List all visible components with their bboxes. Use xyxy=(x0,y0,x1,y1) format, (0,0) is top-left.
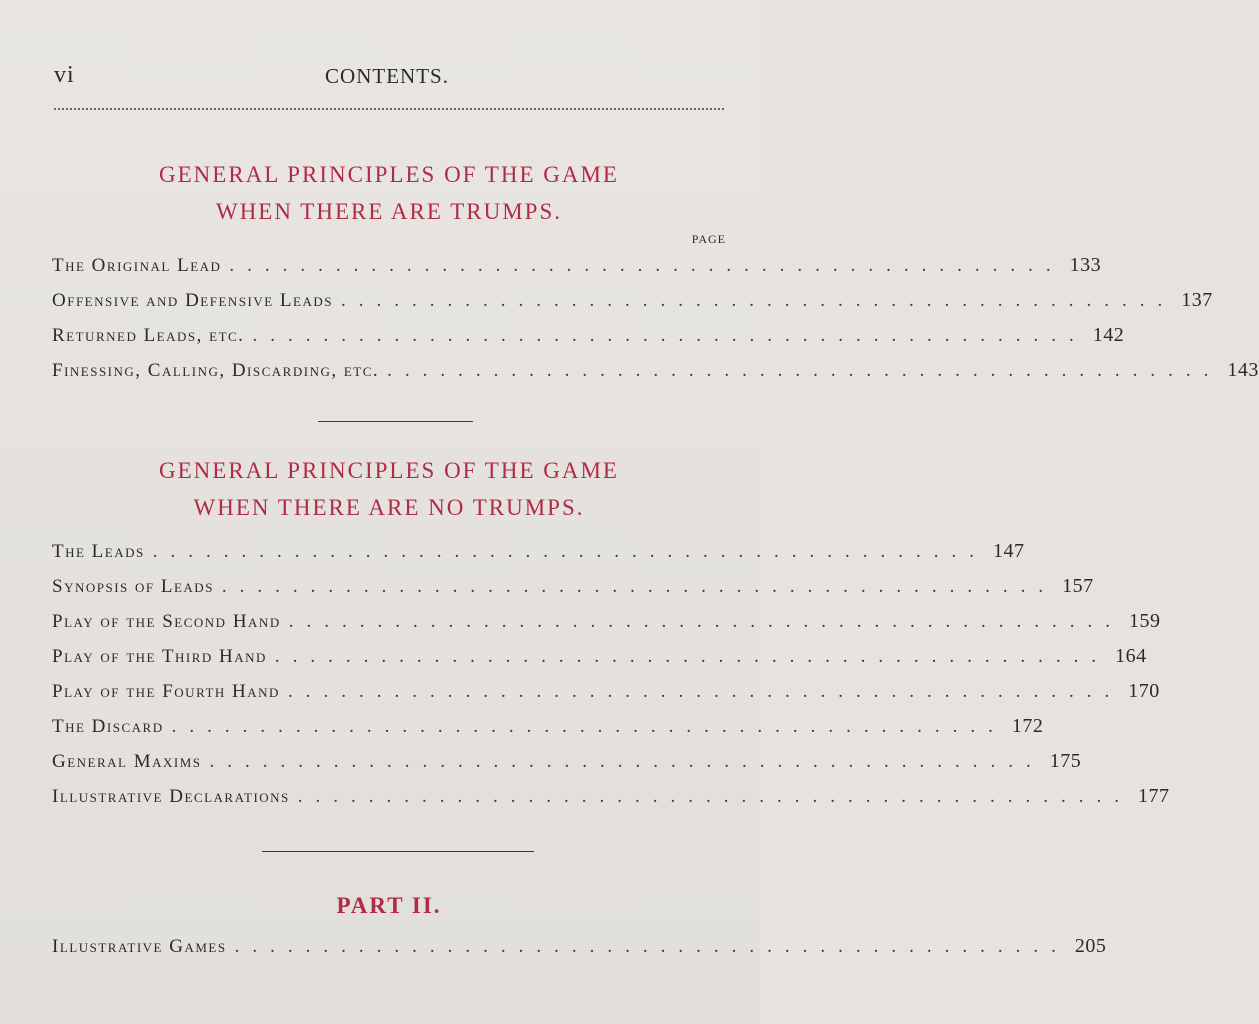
toc-entry[interactable] xyxy=(52,709,1044,744)
running-head: CONTENTS. xyxy=(325,64,449,88)
toc-entry-title: Illustrative Declarations xyxy=(52,786,290,807)
dot-leader: ............................................... xyxy=(274,646,1110,667)
toc-entry-page: 172 xyxy=(1011,715,1044,737)
toc-entry-page: 143 xyxy=(1227,359,1259,381)
toc-entry[interactable] xyxy=(52,604,1161,639)
toc-entry[interactable] xyxy=(52,929,1107,964)
section-divider xyxy=(318,421,473,422)
toc-entry-page: 159 xyxy=(1128,610,1161,632)
toc-entry[interactable] xyxy=(52,569,1094,604)
toc-entry[interactable] xyxy=(52,353,1259,388)
dot-leader: ............................................... xyxy=(229,255,1064,276)
header-dotted-rule xyxy=(54,108,724,110)
section-heading-line1: GENERAL PRINCIPLES OF THE GAME xyxy=(159,458,619,483)
dot-leader: ............................................... xyxy=(221,576,1057,597)
dot-leader: ............................................... xyxy=(387,360,1222,381)
toc-entry[interactable] xyxy=(52,318,1125,353)
toc-entry-page: 170 xyxy=(1128,680,1160,702)
page-column-label: PAGE xyxy=(691,232,726,246)
toc-list xyxy=(52,929,1107,964)
section-divider xyxy=(262,851,534,852)
part-title: PART II. xyxy=(336,893,442,918)
dot-leader: ............................................... xyxy=(252,325,1087,346)
toc-entry-page: 175 xyxy=(1049,750,1082,772)
toc-entry-title: The Discard xyxy=(52,716,164,737)
toc-entry[interactable] xyxy=(52,283,1213,318)
dot-leader: ............................................... xyxy=(297,786,1133,807)
toc-entry-title: Synopsis of Leads xyxy=(52,576,214,597)
toc-entry-title: Play of the Third Hand xyxy=(52,646,267,667)
toc-entry-title: Returned Leads, etc. xyxy=(52,325,245,346)
toc-entry[interactable] xyxy=(52,639,1147,674)
dot-leader: ............................................... xyxy=(288,611,1123,632)
page-header xyxy=(54,62,720,96)
toc-entry-title: The Original Lead xyxy=(52,255,222,276)
toc-entry-page: 205 xyxy=(1074,935,1107,957)
toc-entry-title: Play of the Fourth Hand xyxy=(52,681,280,702)
dot-leader: ............................................... xyxy=(171,716,1006,737)
dot-leader: ............................................... xyxy=(209,751,1044,772)
toc-entry[interactable] xyxy=(52,744,1082,779)
toc-entry-title: Illustrative Games xyxy=(52,936,227,957)
section-no-trumps xyxy=(52,452,1170,814)
section-heading-line2: WHEN THERE ARE NO TRUMPS. xyxy=(193,495,585,520)
toc-entry[interactable] xyxy=(52,779,1170,814)
toc-entry-page: 137 xyxy=(1181,289,1213,311)
toc-entry-title: General Maxims xyxy=(52,751,202,772)
toc-entry[interactable] xyxy=(52,534,1025,569)
toc-entry-page: 177 xyxy=(1138,785,1170,807)
toc-entry-title: Play of the Second Hand xyxy=(52,611,281,632)
toc-entry-title: Offensive and Defensive Leads xyxy=(52,290,333,311)
dot-leader: ............................................... xyxy=(152,541,987,562)
toc-entry[interactable] xyxy=(52,248,1102,283)
section-trumps xyxy=(52,156,1259,388)
toc-entry-page: 164 xyxy=(1115,645,1147,667)
dot-leader: ............................................... xyxy=(340,290,1176,311)
page-folio: vi xyxy=(54,62,75,88)
toc-entry-title: Finessing, Calling, Discarding, etc. xyxy=(52,360,380,381)
toc-entry-page: 147 xyxy=(993,540,1025,562)
toc-entry-page: 142 xyxy=(1092,324,1125,346)
toc-entry[interactable] xyxy=(52,674,1160,709)
dot-leader: ............................................... xyxy=(234,936,1069,957)
dot-leader: ............................................... xyxy=(287,681,1123,702)
toc-list xyxy=(52,248,1259,388)
toc-entry-page: 157 xyxy=(1062,575,1094,597)
toc-entry-page: 133 xyxy=(1069,254,1102,276)
toc-entry-title: The Leads xyxy=(52,541,145,562)
section-heading-line2: WHEN THERE ARE TRUMPS. xyxy=(215,199,562,224)
section-heading-line1: GENERAL PRINCIPLES OF THE GAME xyxy=(159,162,619,187)
section-part-two xyxy=(52,929,1107,964)
toc-list xyxy=(52,534,1170,814)
